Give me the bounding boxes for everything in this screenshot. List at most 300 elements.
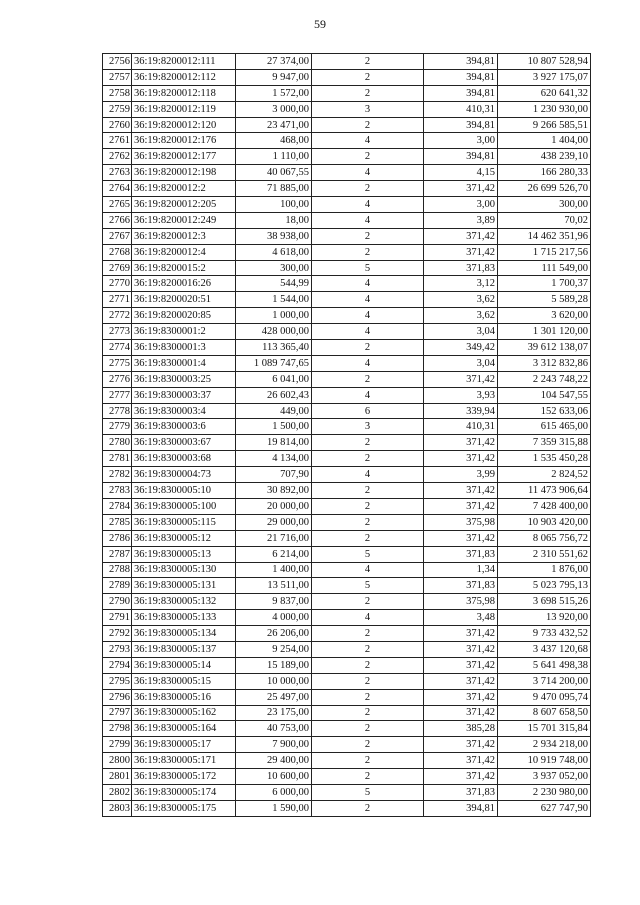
category-cell: 4 xyxy=(312,308,424,324)
table-row xyxy=(103,149,591,165)
value-cell: 26 699 526,70 xyxy=(498,181,591,197)
rate-cell: 371,42 xyxy=(424,498,498,514)
value-cell: 3 437 120,68 xyxy=(498,641,591,657)
cadastral-number-cell: 36:19:8200012:119 xyxy=(132,101,236,117)
row-number-cell: 2782 xyxy=(103,467,132,483)
category-cell: 2 xyxy=(312,451,424,467)
area-cell: 9 837,00 xyxy=(236,594,312,610)
row-number-cell: 2780 xyxy=(103,435,132,451)
area-cell: 428 000,00 xyxy=(236,324,312,340)
row-number-cell: 2759 xyxy=(103,101,132,117)
row-number-cell: 2788 xyxy=(103,562,132,578)
cadastral-number-cell: 36:19:8300004:73 xyxy=(132,467,236,483)
area-cell: 468,00 xyxy=(236,133,312,149)
cadastral-number-cell: 36:19:8200012:4 xyxy=(132,244,236,260)
table-row xyxy=(103,165,591,181)
row-number-cell: 2801 xyxy=(103,769,132,785)
category-cell: 2 xyxy=(312,721,424,737)
cadastral-number-cell: 36:19:8200012:177 xyxy=(132,149,236,165)
table-row xyxy=(103,197,591,213)
table-row xyxy=(103,340,591,356)
area-cell: 29 400,00 xyxy=(236,753,312,769)
value-cell: 615 465,00 xyxy=(498,419,591,435)
value-cell: 11 473 906,64 xyxy=(498,483,591,499)
category-cell: 2 xyxy=(312,514,424,530)
table-row xyxy=(103,212,591,228)
row-number-cell: 2786 xyxy=(103,530,132,546)
category-cell: 4 xyxy=(312,165,424,181)
category-cell: 5 xyxy=(312,784,424,800)
table-row xyxy=(103,435,591,451)
table-row xyxy=(103,69,591,85)
table-row xyxy=(103,514,591,530)
page-number: 59 xyxy=(314,17,326,31)
row-number-cell: 2790 xyxy=(103,594,132,610)
value-cell: 9 733 432,52 xyxy=(498,626,591,642)
category-cell: 3 xyxy=(312,101,424,117)
row-number-cell: 2757 xyxy=(103,69,132,85)
row-number-cell: 2770 xyxy=(103,276,132,292)
table-row xyxy=(103,657,591,673)
cadastral-number-cell: 36:19:8300005:100 xyxy=(132,498,236,514)
area-cell: 27 374,00 xyxy=(236,54,312,70)
value-cell: 5 589,28 xyxy=(498,292,591,308)
value-cell: 111 549,00 xyxy=(498,260,591,276)
table-row xyxy=(103,530,591,546)
category-cell: 4 xyxy=(312,562,424,578)
cadastral-number-cell: 36:19:8200016:26 xyxy=(132,276,236,292)
area-cell: 21 716,00 xyxy=(236,530,312,546)
rate-cell: 3,62 xyxy=(424,292,498,308)
row-number-cell: 2783 xyxy=(103,483,132,499)
value-cell: 9 266 585,51 xyxy=(498,117,591,133)
cadastral-number-cell: 36:19:8300005:17 xyxy=(132,737,236,753)
category-cell: 4 xyxy=(312,133,424,149)
value-cell: 3 937 052,00 xyxy=(498,769,591,785)
table-row xyxy=(103,181,591,197)
rate-cell: 371,42 xyxy=(424,673,498,689)
rate-cell: 3,99 xyxy=(424,467,498,483)
table-row xyxy=(103,594,591,610)
row-number-cell: 2799 xyxy=(103,737,132,753)
area-cell: 40 067,55 xyxy=(236,165,312,181)
cadastral-number-cell: 36:19:8300001:2 xyxy=(132,324,236,340)
cadastral-number-cell: 36:19:8300005:10 xyxy=(132,483,236,499)
area-cell: 40 753,00 xyxy=(236,721,312,737)
rate-cell: 371,42 xyxy=(424,753,498,769)
row-number-cell: 2768 xyxy=(103,244,132,260)
area-cell: 4 000,00 xyxy=(236,610,312,626)
cadastral-number-cell: 36:19:8300005:134 xyxy=(132,626,236,642)
row-number-cell: 2794 xyxy=(103,657,132,673)
table-row xyxy=(103,498,591,514)
row-number-cell: 2776 xyxy=(103,371,132,387)
rate-cell: 394,81 xyxy=(424,800,498,816)
area-cell: 449,00 xyxy=(236,403,312,419)
category-cell: 4 xyxy=(312,355,424,371)
table-body xyxy=(103,54,591,817)
table-row xyxy=(103,483,591,499)
table-row xyxy=(103,308,591,324)
cadastral-number-cell: 36:19:8200012:118 xyxy=(132,85,236,101)
cadastral-number-cell: 36:19:8300005:130 xyxy=(132,562,236,578)
rate-cell: 371,83 xyxy=(424,578,498,594)
area-cell: 100,00 xyxy=(236,197,312,213)
row-number-cell: 2803 xyxy=(103,800,132,816)
row-number-cell: 2758 xyxy=(103,85,132,101)
value-cell: 627 747,90 xyxy=(498,800,591,816)
row-number-cell: 2789 xyxy=(103,578,132,594)
category-cell: 2 xyxy=(312,69,424,85)
value-cell: 14 462 351,96 xyxy=(498,228,591,244)
cadastral-number-cell: 36:19:8200012:120 xyxy=(132,117,236,133)
cadastral-number-cell: 36:19:8300005:172 xyxy=(132,769,236,785)
table-row xyxy=(103,546,591,562)
table-row xyxy=(103,626,591,642)
row-number-cell: 2802 xyxy=(103,784,132,800)
category-cell: 2 xyxy=(312,753,424,769)
cadastral-number-cell: 36:19:8300005:13 xyxy=(132,546,236,562)
value-cell: 8 065 756,72 xyxy=(498,530,591,546)
rate-cell: 371,83 xyxy=(424,784,498,800)
row-number-cell: 2785 xyxy=(103,514,132,530)
category-cell: 2 xyxy=(312,705,424,721)
rate-cell: 371,42 xyxy=(424,244,498,260)
area-cell: 26 206,00 xyxy=(236,626,312,642)
table-row xyxy=(103,419,591,435)
rate-cell: 3,04 xyxy=(424,324,498,340)
table-row xyxy=(103,451,591,467)
value-cell: 10 807 528,94 xyxy=(498,54,591,70)
area-cell: 1 500,00 xyxy=(236,419,312,435)
table-row xyxy=(103,562,591,578)
row-number-cell: 2800 xyxy=(103,753,132,769)
cadastral-number-cell: 36:19:8300003:25 xyxy=(132,371,236,387)
area-cell: 25 497,00 xyxy=(236,689,312,705)
category-cell: 5 xyxy=(312,260,424,276)
table-row xyxy=(103,784,591,800)
value-cell: 166 280,33 xyxy=(498,165,591,181)
row-number-cell: 2773 xyxy=(103,324,132,340)
rate-cell: 4,15 xyxy=(424,165,498,181)
rate-cell: 371,42 xyxy=(424,737,498,753)
value-cell: 3 927 175,07 xyxy=(498,69,591,85)
rate-cell: 3,62 xyxy=(424,308,498,324)
area-cell: 707,90 xyxy=(236,467,312,483)
row-number-cell: 2792 xyxy=(103,626,132,642)
rate-cell: 371,83 xyxy=(424,546,498,562)
category-cell: 2 xyxy=(312,117,424,133)
row-number-cell: 2763 xyxy=(103,165,132,181)
area-cell: 13 511,00 xyxy=(236,578,312,594)
rate-cell: 371,42 xyxy=(424,451,498,467)
area-cell: 1 400,00 xyxy=(236,562,312,578)
area-cell: 9 947,00 xyxy=(236,69,312,85)
category-cell: 4 xyxy=(312,324,424,340)
cadastral-number-cell: 36:19:8300005:131 xyxy=(132,578,236,594)
row-number-cell: 2764 xyxy=(103,181,132,197)
area-cell: 15 189,00 xyxy=(236,657,312,673)
area-cell: 1 000,00 xyxy=(236,308,312,324)
area-cell: 23 175,00 xyxy=(236,705,312,721)
value-cell: 7 428 400,00 xyxy=(498,498,591,514)
table-row xyxy=(103,737,591,753)
area-cell: 71 885,00 xyxy=(236,181,312,197)
rate-cell: 371,42 xyxy=(424,769,498,785)
rate-cell: 3,00 xyxy=(424,197,498,213)
table-row xyxy=(103,387,591,403)
cadastral-number-cell: 36:19:8300005:171 xyxy=(132,753,236,769)
row-number-cell: 2795 xyxy=(103,673,132,689)
cadastral-number-cell: 36:19:8200012:112 xyxy=(132,69,236,85)
rate-cell: 371,42 xyxy=(424,657,498,673)
table-row xyxy=(103,403,591,419)
row-number-cell: 2778 xyxy=(103,403,132,419)
category-cell: 2 xyxy=(312,228,424,244)
area-cell: 4 618,00 xyxy=(236,244,312,260)
category-cell: 6 xyxy=(312,403,424,419)
cadastral-number-cell: 36:19:8300003:68 xyxy=(132,451,236,467)
table-row xyxy=(103,260,591,276)
table-row xyxy=(103,705,591,721)
area-cell: 544,99 xyxy=(236,276,312,292)
rate-cell: 3,00 xyxy=(424,133,498,149)
table-row xyxy=(103,673,591,689)
area-cell: 29 000,00 xyxy=(236,514,312,530)
value-cell: 5 023 795,13 xyxy=(498,578,591,594)
value-cell: 2 824,52 xyxy=(498,467,591,483)
row-number-cell: 2767 xyxy=(103,228,132,244)
cadastral-number-cell: 36:19:8200020:85 xyxy=(132,308,236,324)
cadastral-number-cell: 36:19:8200012:198 xyxy=(132,165,236,181)
cadastral-number-cell: 36:19:8200012:2 xyxy=(132,181,236,197)
table-row xyxy=(103,769,591,785)
value-cell: 15 701 315,84 xyxy=(498,721,591,737)
area-cell: 19 814,00 xyxy=(236,435,312,451)
row-number-cell: 2777 xyxy=(103,387,132,403)
category-cell: 2 xyxy=(312,244,424,260)
value-cell: 1 404,00 xyxy=(498,133,591,149)
rate-cell: 410,31 xyxy=(424,101,498,117)
category-cell: 2 xyxy=(312,483,424,499)
value-cell: 620 641,32 xyxy=(498,85,591,101)
row-number-cell: 2779 xyxy=(103,419,132,435)
rate-cell: 410,31 xyxy=(424,419,498,435)
cadastral-number-cell: 36:19:8300005:12 xyxy=(132,530,236,546)
row-number-cell: 2769 xyxy=(103,260,132,276)
table-row xyxy=(103,721,591,737)
row-number-cell: 2797 xyxy=(103,705,132,721)
area-cell: 113 365,40 xyxy=(236,340,312,356)
row-number-cell: 2765 xyxy=(103,197,132,213)
cadastral-number-cell: 36:19:8300005:16 xyxy=(132,689,236,705)
row-number-cell: 2760 xyxy=(103,117,132,133)
rate-cell: 371,42 xyxy=(424,181,498,197)
table-row xyxy=(103,228,591,244)
row-number-cell: 2775 xyxy=(103,355,132,371)
area-cell: 23 471,00 xyxy=(236,117,312,133)
table-row xyxy=(103,292,591,308)
category-cell: 4 xyxy=(312,292,424,308)
value-cell: 1 715 217,56 xyxy=(498,244,591,260)
category-cell: 2 xyxy=(312,149,424,165)
cadastral-number-cell: 36:19:8300005:175 xyxy=(132,800,236,816)
value-cell: 1 535 450,28 xyxy=(498,451,591,467)
rate-cell: 371,42 xyxy=(424,626,498,642)
value-cell: 2 230 980,00 xyxy=(498,784,591,800)
rate-cell: 394,81 xyxy=(424,85,498,101)
rate-cell: 371,83 xyxy=(424,260,498,276)
rate-cell: 371,42 xyxy=(424,641,498,657)
row-number-cell: 2784 xyxy=(103,498,132,514)
category-cell: 2 xyxy=(312,371,424,387)
area-cell: 30 892,00 xyxy=(236,483,312,499)
row-number-cell: 2774 xyxy=(103,340,132,356)
area-cell: 26 602,43 xyxy=(236,387,312,403)
value-cell: 3 620,00 xyxy=(498,308,591,324)
area-cell: 38 938,00 xyxy=(236,228,312,244)
area-cell: 1 089 747,65 xyxy=(236,355,312,371)
area-cell: 20 000,00 xyxy=(236,498,312,514)
rate-cell: 371,42 xyxy=(424,530,498,546)
table-row xyxy=(103,133,591,149)
table-row xyxy=(103,276,591,292)
cadastral-number-cell: 36:19:8300005:137 xyxy=(132,641,236,657)
category-cell: 2 xyxy=(312,340,424,356)
area-cell: 6 000,00 xyxy=(236,784,312,800)
table-row xyxy=(103,800,591,816)
value-cell: 39 612 138,07 xyxy=(498,340,591,356)
table-row xyxy=(103,467,591,483)
rate-cell: 3,04 xyxy=(424,355,498,371)
cadastral-number-cell: 36:19:8200012:176 xyxy=(132,133,236,149)
value-cell: 2 934 218,00 xyxy=(498,737,591,753)
cadastral-number-cell: 36:19:8200015:2 xyxy=(132,260,236,276)
cadastral-value-table xyxy=(102,53,591,817)
value-cell: 1 876,00 xyxy=(498,562,591,578)
table-row xyxy=(103,85,591,101)
area-cell: 300,00 xyxy=(236,260,312,276)
category-cell: 5 xyxy=(312,578,424,594)
category-cell: 4 xyxy=(312,387,424,403)
cadastral-number-cell: 36:19:8300005:115 xyxy=(132,514,236,530)
value-cell: 104 547,55 xyxy=(498,387,591,403)
row-number-cell: 2781 xyxy=(103,451,132,467)
category-cell: 4 xyxy=(312,212,424,228)
category-cell: 2 xyxy=(312,800,424,816)
row-number-cell: 2796 xyxy=(103,689,132,705)
category-cell: 2 xyxy=(312,737,424,753)
cadastral-number-cell: 36:19:8300001:4 xyxy=(132,355,236,371)
cadastral-number-cell: 36:19:8300005:133 xyxy=(132,610,236,626)
cadastral-number-cell: 36:19:8300003:67 xyxy=(132,435,236,451)
area-cell: 7 900,00 xyxy=(236,737,312,753)
category-cell: 4 xyxy=(312,276,424,292)
value-cell: 438 239,10 xyxy=(498,149,591,165)
table-row xyxy=(103,117,591,133)
rate-cell: 3,93 xyxy=(424,387,498,403)
row-number-cell: 2771 xyxy=(103,292,132,308)
value-cell: 5 641 498,38 xyxy=(498,657,591,673)
value-cell: 7 359 315,88 xyxy=(498,435,591,451)
value-cell: 1 700,37 xyxy=(498,276,591,292)
category-cell: 2 xyxy=(312,626,424,642)
row-number-cell: 2793 xyxy=(103,641,132,657)
area-cell: 10 600,00 xyxy=(236,769,312,785)
row-number-cell: 2762 xyxy=(103,149,132,165)
table-row xyxy=(103,641,591,657)
cadastral-number-cell: 36:19:8300001:3 xyxy=(132,340,236,356)
category-cell: 2 xyxy=(312,498,424,514)
rate-cell: 371,42 xyxy=(424,689,498,705)
category-cell: 2 xyxy=(312,594,424,610)
rate-cell: 371,42 xyxy=(424,705,498,721)
category-cell: 4 xyxy=(312,197,424,213)
rate-cell: 385,28 xyxy=(424,721,498,737)
table-row xyxy=(103,324,591,340)
table-row xyxy=(103,355,591,371)
value-cell: 152 633,06 xyxy=(498,403,591,419)
value-cell: 8 607 658,50 xyxy=(498,705,591,721)
category-cell: 2 xyxy=(312,769,424,785)
row-number-cell: 2761 xyxy=(103,133,132,149)
row-number-cell: 2791 xyxy=(103,610,132,626)
area-cell: 18,00 xyxy=(236,212,312,228)
cadastral-number-cell: 36:19:8300005:162 xyxy=(132,705,236,721)
table-row xyxy=(103,753,591,769)
table-row xyxy=(103,610,591,626)
area-cell: 10 000,00 xyxy=(236,673,312,689)
rate-cell: 349,42 xyxy=(424,340,498,356)
cadastral-number-cell: 36:19:8200012:205 xyxy=(132,197,236,213)
area-cell: 6 214,00 xyxy=(236,546,312,562)
cadastral-number-cell: 36:19:8300005:132 xyxy=(132,594,236,610)
category-cell: 2 xyxy=(312,689,424,705)
area-cell: 1 572,00 xyxy=(236,85,312,101)
value-cell: 1 301 120,00 xyxy=(498,324,591,340)
cadastral-number-cell: 36:19:8300005:164 xyxy=(132,721,236,737)
cadastral-number-cell: 36:19:8300003:4 xyxy=(132,403,236,419)
cadastral-number-cell: 36:19:8200012:111 xyxy=(132,54,236,70)
value-cell: 13 920,00 xyxy=(498,610,591,626)
row-number-cell: 2798 xyxy=(103,721,132,737)
row-number-cell: 2766 xyxy=(103,212,132,228)
cadastral-number-cell: 36:19:8300003:6 xyxy=(132,419,236,435)
cadastral-number-cell: 36:19:8300005:14 xyxy=(132,657,236,673)
table-row xyxy=(103,244,591,260)
table-row xyxy=(103,371,591,387)
rate-cell: 371,42 xyxy=(424,228,498,244)
value-cell: 9 470 095,74 xyxy=(498,689,591,705)
area-cell: 1 110,00 xyxy=(236,149,312,165)
area-cell: 4 134,00 xyxy=(236,451,312,467)
cadastral-number-cell: 36:19:8200020:51 xyxy=(132,292,236,308)
rate-cell: 375,98 xyxy=(424,594,498,610)
category-cell: 2 xyxy=(312,435,424,451)
cadastral-number-cell: 36:19:8300005:15 xyxy=(132,673,236,689)
rate-cell: 394,81 xyxy=(424,117,498,133)
rate-cell: 375,98 xyxy=(424,514,498,530)
category-cell: 4 xyxy=(312,610,424,626)
row-number-cell: 2787 xyxy=(103,546,132,562)
table-row xyxy=(103,54,591,70)
row-number-cell: 2772 xyxy=(103,308,132,324)
rate-cell: 339,94 xyxy=(424,403,498,419)
rate-cell: 1,34 xyxy=(424,562,498,578)
value-cell: 10 919 748,00 xyxy=(498,753,591,769)
rate-cell: 371,42 xyxy=(424,371,498,387)
area-cell: 1 544,00 xyxy=(236,292,312,308)
